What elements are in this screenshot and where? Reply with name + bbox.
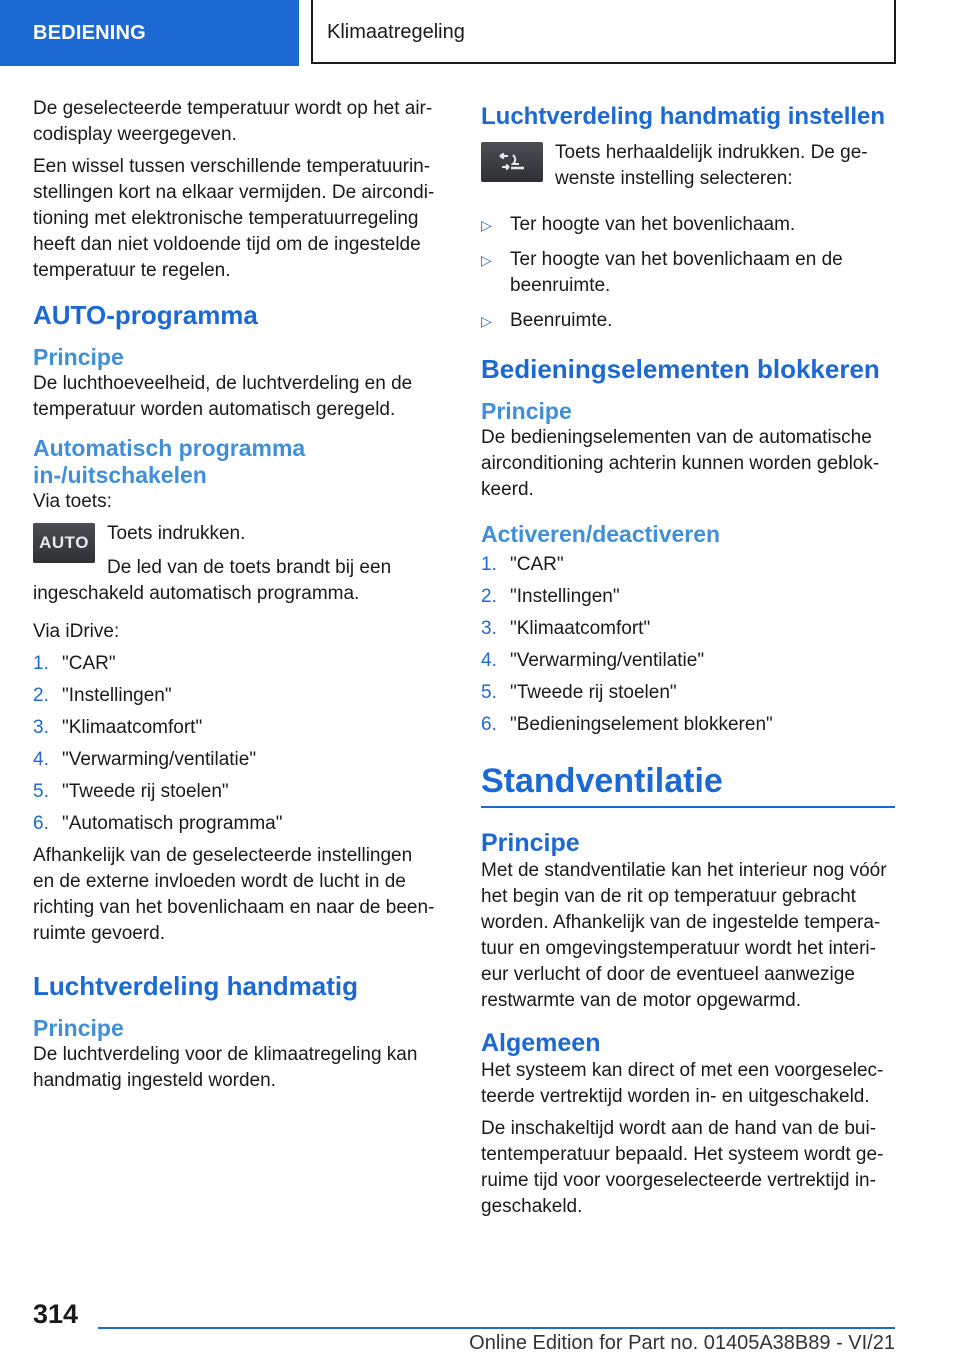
manual-principe-text: De luchtverdeling voor de klimaatregeling kan handmatig ingesteld worden. [33, 1044, 418, 1091]
lock-steps-list [481, 552, 895, 738]
list-item: 5. "Tweede rij stoelen" [481, 682, 677, 703]
triangle-bullet-icon: ▷ [481, 313, 492, 329]
activate-heading: Activeren/deactiveren [481, 521, 721, 547]
auto-button-icon [33, 523, 95, 563]
general-paragraph-2: De inschakeltijd wordt aan de hand van de buitentemperatuur bepaald. Het systeem wordt geruime tijd voor voorgeselecteerde vertrektijd ingeschakeld. [481, 1118, 884, 1217]
list-item: ▷ Ter hoogte van het bovenlichaam en de beenruimte. [481, 249, 843, 296]
led-text: De led van de toets brandt bij een ingeschakeld automatisch programma. [33, 557, 392, 604]
list-item: 2. "Instellingen" [481, 586, 620, 607]
stand-principe-text: Met de standventilatie kan het interieur nog vóór het begin van de rit op temperatuur gebracht worden. Afhankelijk van de ingestelde temperatuur en omgevingstemperatuur wordt het interieur verlucht of door de eventueel aanwezige restwarmte van de motor opgewarmd. [481, 860, 887, 1011]
triangle-bullet-icon: ▷ [481, 217, 492, 233]
press-button-text: Toets indrukken. [107, 523, 246, 544]
triangle-bullet-icon: ▷ [481, 252, 492, 268]
list-item: 6. "Bedieningselement blokkeren" [481, 714, 773, 735]
auto-principe-text: De luchthoeveelheid, de luchtverdeling en de temperatuur worden automatisch geregeld. [33, 373, 413, 420]
chapter-tab: Klimaatregeling [311, 0, 896, 64]
list-item: 3. "Klimaatcomfort" [33, 717, 203, 738]
stand-ventilation-heading: Standventilatie [481, 760, 895, 808]
list-item: 1. "CAR" [481, 554, 564, 575]
intro-paragraph-2: Een wissel tussen verschillende temperatuurinstellingen kort na elkaar vermijden. De airconditioning met elektronische temperatuurregeling heeft dan niet voldoende tijd om de ingestelde temperatuur te regelen. [33, 156, 435, 281]
right-column [481, 96, 895, 1226]
lock-controls-heading: Bedieningselementen blokkeren [481, 354, 880, 384]
airflow-button-instruction [481, 140, 895, 198]
via-button-label: Via toets: [33, 491, 112, 512]
idrive-steps-list [33, 651, 438, 837]
intro-paragraph-1: De geselecteerde temperatuur wordt op het aircodisplay weergegeven. [33, 98, 433, 145]
air-distribution-button-icon [481, 142, 543, 182]
edition-text: Online Edition for Part no. 01405A38B89 - VI/21 [469, 1332, 895, 1354]
manual-set-text: Toets herhaaldelijk indrukken. De gewenste instelling selecteren: [555, 142, 868, 189]
footer-divider [98, 1327, 895, 1329]
general-paragraph-1: Het systeem kan direct of met een voorgeselecteerde vertrektijd worden in- en uitgeschakeld. [481, 1060, 884, 1107]
auto-switch-heading: Automatisch programma in-/uitschakelen [33, 435, 306, 488]
list-item: 4. "Verwarming/ventilatie" [481, 650, 705, 671]
list-item: 5. "Tweede rij stoelen" [33, 781, 229, 802]
page-header [0, 0, 960, 66]
manual-distribution-heading: Luchtverdeling handmatig [33, 971, 359, 1001]
list-item: ▷ Ter hoogte van het bovenlichaam. [481, 212, 895, 238]
auto-button-instruction [33, 521, 438, 579]
manual-principe-heading: Principe [33, 1015, 124, 1041]
list-item: 3. "Klimaatcomfort" [481, 618, 651, 639]
airflow-options-list [481, 212, 895, 334]
list-item: 1. "CAR" [33, 653, 116, 674]
auto-program-heading: AUTO-programma [33, 300, 258, 330]
left-column [33, 96, 438, 1100]
list-item: 2. "Instellingen" [33, 685, 172, 706]
auto-button-label: AUTO [39, 533, 89, 552]
list-item: 6. "Automatisch programma" [33, 813, 283, 834]
manual-set-heading: Luchtverdeling handmatig instellen [481, 103, 886, 130]
via-idrive-label: Via iDrive: [33, 621, 120, 642]
page-number: 314 [33, 1299, 79, 1329]
section-tab: BEDIENING [0, 0, 299, 66]
general-heading: Algemeen [481, 1029, 601, 1057]
list-item: 4. "Verwarming/ventilatie" [33, 749, 257, 770]
page-footer [0, 1295, 960, 1362]
list-item: ▷ Beenruimte. [481, 308, 895, 334]
stand-principe-heading: Principe [481, 829, 580, 857]
auto-principe-heading: Principe [33, 344, 124, 370]
lock-principe-heading: Principe [481, 398, 572, 424]
lock-principe-text: De bedieningselementen van de automatische airconditioning achterin kunnen worden geblokkeerd. [481, 427, 880, 500]
dependency-text: Afhankelijk van de geselecteerde instellingen en de externe invloeden wordt de lucht in de richting van het bovenlichaam en naar de beenruimte gevoerd. [33, 845, 435, 944]
air-distribution-icon [495, 152, 529, 172]
